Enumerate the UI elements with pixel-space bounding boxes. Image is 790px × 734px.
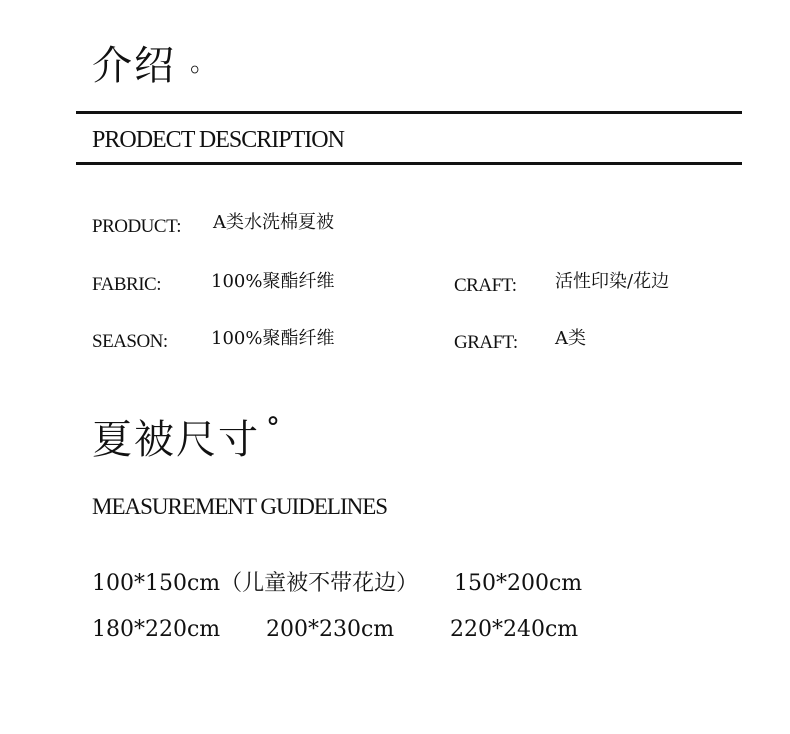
size-item: 180*220cm <box>92 617 221 642</box>
intro-subtitle: PRODECT DESCRIPTION <box>92 127 344 153</box>
intro-title-text: 介绍 <box>92 43 176 89</box>
product-label: PRODUCT: <box>92 216 182 237</box>
bottom-divider <box>76 162 742 165</box>
fabric-value: 100%聚酯纤维 <box>211 271 335 292</box>
size-item: 150*200cm <box>454 571 583 596</box>
season-value: 100%聚酯纤维 <box>211 328 335 349</box>
fabric-label: FABRIC: <box>92 274 162 295</box>
size-item: 220*240cm <box>450 617 579 642</box>
sizes-subtitle: MEASUREMENT GUIDELINES <box>92 494 388 519</box>
intro-title <box>92 43 219 89</box>
graft-value: A类 <box>555 328 586 349</box>
size-item: 200*230cm <box>266 617 395 642</box>
craft-value: 活性印染/花边 <box>555 271 670 292</box>
intro-title-mark: 。 <box>190 48 219 78</box>
craft-label: CRAFT: <box>454 275 517 296</box>
sizes-title <box>92 411 282 463</box>
size-item: 100*150cm（儿童被不带花边） <box>92 571 419 596</box>
season-label: SEASON: <box>92 331 168 352</box>
product-value: A类水洗棉夏被 <box>213 212 334 233</box>
sizes-title-text: 夏被尺寸 <box>92 417 260 463</box>
sizes-title-mark: ° <box>266 411 282 444</box>
graft-label: GRAFT: <box>454 332 518 353</box>
top-divider <box>76 111 742 114</box>
